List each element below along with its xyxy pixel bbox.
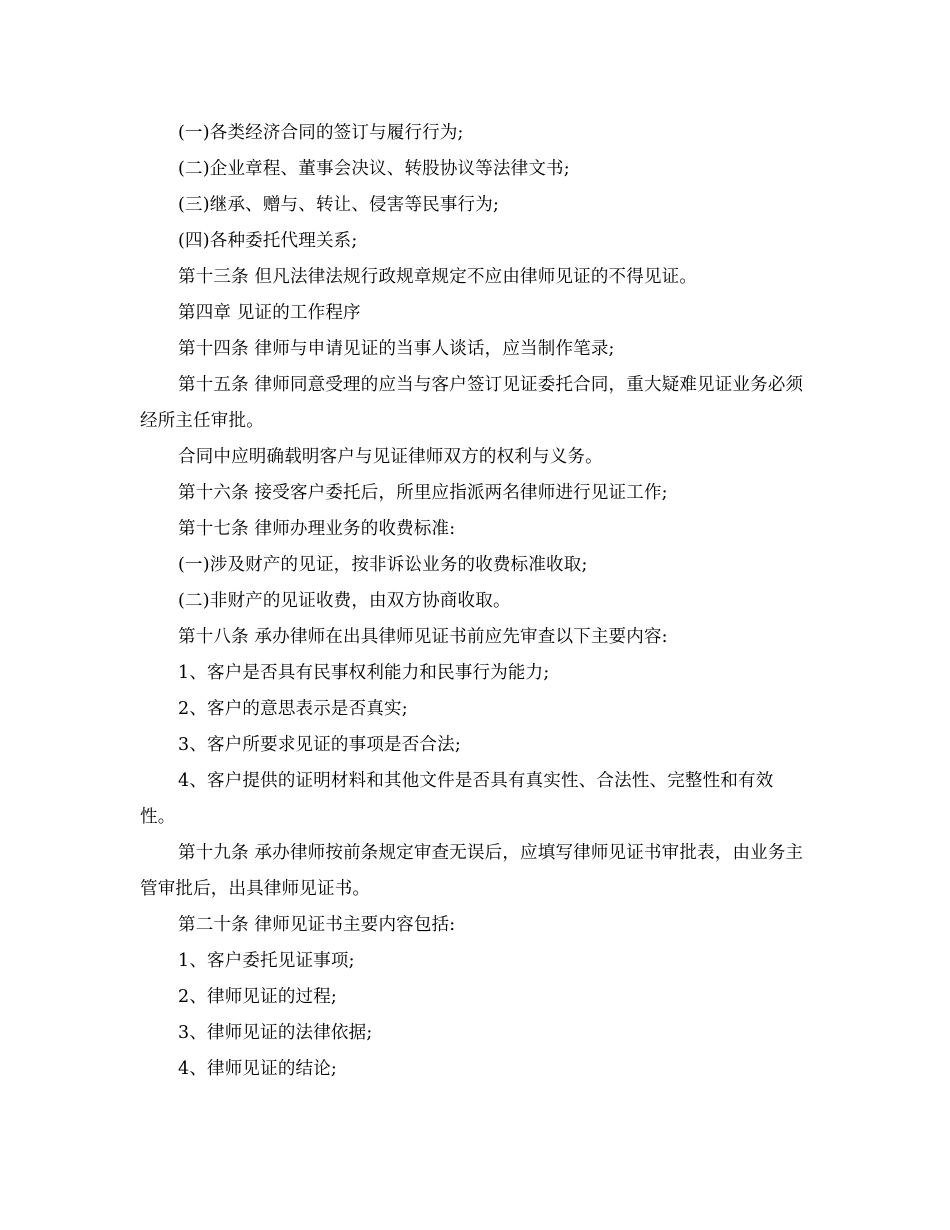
paragraph-24: 4、律师见证的结论; xyxy=(178,1059,338,1079)
paragraph-23: 3、律师见证的法律依据; xyxy=(178,1023,373,1043)
paragraph-3: (三)继承、赠与、转让、侵害等民事行为; xyxy=(178,195,500,215)
paragraph-2: (二)企业章程、董事会决议、转股协议等法律文书; xyxy=(178,159,570,179)
paragraph-8: 第十五条 律师同意受理的应当与客户签订见证委托合同，重大疑难见证业务必须经所主任审批。 xyxy=(140,375,804,431)
paragraph-10: 第十六条 接受客户委托后，所里应指派两名律师进行见证工作; xyxy=(178,483,668,503)
paragraph-9: 合同中应明确载明客户与见证律师双方的权利与义务。 xyxy=(178,447,603,467)
paragraph-20: 第二十条 律师见证书主要内容包括: xyxy=(178,915,456,935)
paragraph-21: 1、客户委托见证事项; xyxy=(178,951,355,971)
paragraph-7: 第十四条 律师与申请见证的当事人谈话，应当制作笔录; xyxy=(178,339,615,359)
paragraph-17: 3、客户所要求见证的事项是否合法; xyxy=(178,735,461,755)
paragraph-16: 2、客户的意思表示是否真实; xyxy=(178,699,408,719)
paragraph-18: 4、客户提供的证明材料和其他文件是否具有真实性、合法性、完整性和有效性。 xyxy=(140,771,774,827)
paragraph-13: (二)非财产的见证收费，由双方协商收取。 xyxy=(178,591,511,611)
paragraph-1: (一)各类经济合同的签订与履行行为; xyxy=(178,123,464,143)
paragraph-4: (四)各种委托代理关系; xyxy=(178,231,358,251)
paragraph-15: 1、客户是否具有民事权利能力和民事行为能力; xyxy=(178,663,550,683)
paragraph-14: 第十八条 承办律师在出具律师见证书前应先审查以下主要内容: xyxy=(178,627,668,647)
chapter-heading: 第四章 见证的工作程序 xyxy=(178,303,361,323)
document-body xyxy=(140,115,805,1087)
paragraph-12: (一)涉及财产的见证，按非诉讼业务的收费标准收取; xyxy=(178,555,588,575)
paragraph-22: 2、律师见证的过程; xyxy=(178,987,338,1007)
paragraph-5: 第十三条 但凡法律法规行政规章规定不应由律师见证的不得见证。 xyxy=(178,267,698,287)
paragraph-19: 第十九条 承办律师按前条规定审查无误后，应填写律师见证书审批表，由业务主管审批后，出具律师见证书。 xyxy=(140,843,804,899)
paragraph-11: 第十七条 律师办理业务的收费标准: xyxy=(178,519,456,539)
